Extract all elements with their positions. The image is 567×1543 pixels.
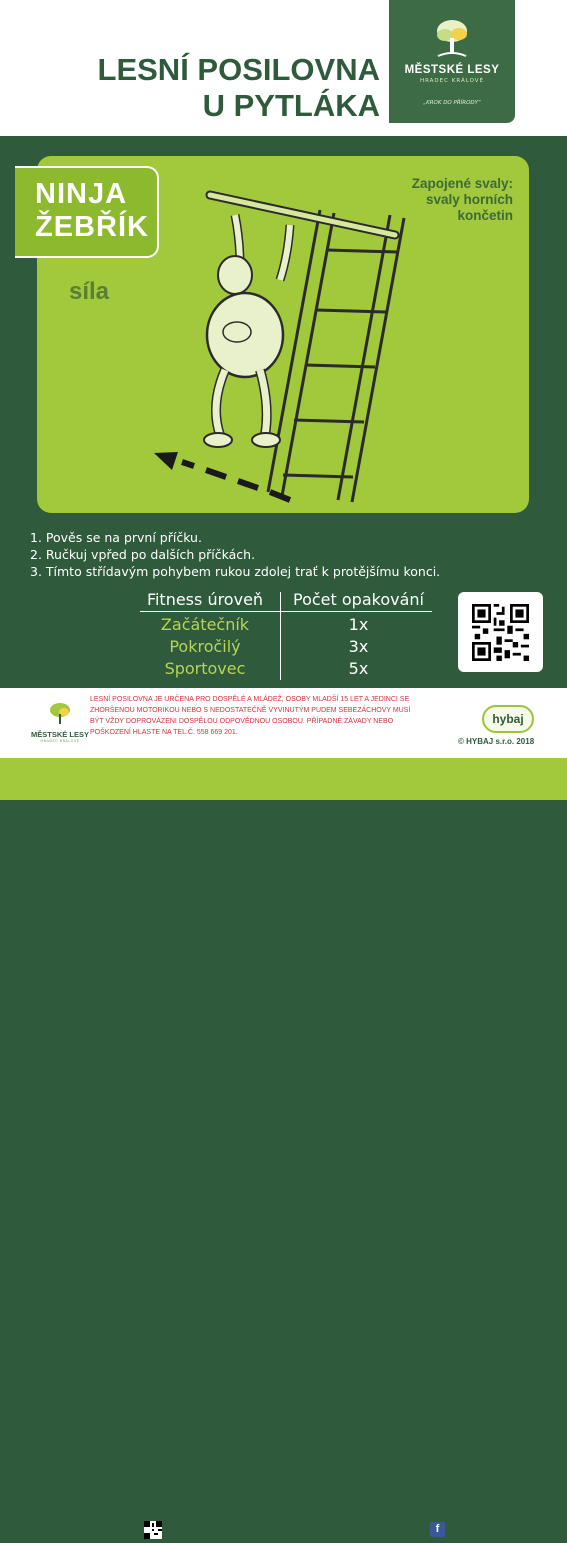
- tree-icon: [434, 18, 470, 58]
- muscles-line-2: svaly horních: [425, 192, 513, 207]
- copyright: © HYBAJ s.r.o. 2018: [458, 737, 535, 746]
- qr-code-icon: [144, 1521, 162, 1539]
- step-item: 3. Tímto střídavým pohybem rukou zdolej trať k protějšímu konci.: [30, 564, 441, 579]
- logo-sub: HRADEC KRÁLOVÉ: [419, 78, 485, 84]
- exercise-name-line-2: ŽEBŘÍK: [35, 211, 149, 243]
- step-item: 2. Ručkuj vpřed po dalších příčkách.: [30, 547, 256, 562]
- page-title: [0, 52, 380, 124]
- repetitions-header: Počet opakování: [293, 590, 424, 609]
- bottom-logo: [30, 702, 90, 743]
- fitness-level-athlete: Sportovec: [164, 659, 246, 678]
- mestske-lesy-logo: [389, 0, 515, 123]
- title-line-1: LESNÍ POSILOVNA: [97, 52, 380, 87]
- qr-code-icon: [472, 604, 529, 661]
- reps-beginner: 1x: [348, 615, 369, 634]
- title-line-2: U PYTLÁKA: [202, 88, 380, 123]
- exercise-name-line-1: NINJA: [35, 178, 128, 210]
- company-address: Městské lesy Hradec Králové a.s., Přemyslova čp. 219, 500 08 Hradec Králové: [190, 1527, 365, 1533]
- reps-advanced: 3x: [348, 637, 369, 656]
- tree-icon: [48, 702, 72, 726]
- logo-name: MĚSTSKÉ LESY: [404, 64, 500, 76]
- exercise-name-badge: [15, 166, 159, 258]
- fitness-level-beginner: Začátečník: [160, 615, 250, 634]
- safety-disclaimer: LESNÍ POSILOVNA JE URČENA PRO DOSPĚLÉ A MLÁDEŽ, OSOBY MLADŠÍ 15 LET A JEDINCI SE ZHORŠENOU MOTORIKOU NEBO S NEDOSTATEČNĚ VYVINUTÝM PUDEM SEBEZÁCHOVY MUSÍ BÝT VŽDY DOPROVÁZENI DOSPĚLOU ODPOVĚDNOU OSOBOU. PŘÍPADNÉ ZÁVADY NEBO POŠKOZENÍ HLASTE NA TEL.Č. 558 669 201.: [90, 696, 411, 736]
- footer-qr-code[interactable]: [144, 1521, 162, 1539]
- website-link[interactable]: www.mestske-lesy.cz: [46, 1526, 117, 1533]
- bottom-logo-sub: HRADEC KRÁLOVÉ: [40, 739, 80, 743]
- step-item: 1. Pověs se na první příčku.: [30, 530, 202, 545]
- facebook-link[interactable]: Staňte se našimi fanoušky: [452, 1526, 528, 1533]
- fitness-level-header: Fitness úroveň: [146, 590, 264, 609]
- table-divider: [140, 611, 432, 612]
- exercise-steps: [30, 529, 440, 580]
- bottom-logo-name: MĚSTSKÉ LESY: [31, 730, 89, 739]
- hybaj-logo: hybaj: [482, 705, 534, 733]
- fitness-level-advanced: Pokročilý: [169, 637, 241, 656]
- muscles-line-3: končetin: [457, 208, 513, 223]
- exercise-category: síla: [69, 278, 110, 305]
- table-column-divider: [280, 592, 281, 680]
- qr-code[interactable]: [458, 592, 543, 672]
- reps-athlete: 5x: [348, 659, 369, 678]
- muscles-line-1: Zapojené svaly:: [411, 176, 513, 191]
- ninja-ladder-illustration: [140, 170, 420, 510]
- facebook-icon[interactable]: f: [430, 1522, 445, 1537]
- logo-tagline: „KROK DO PŘÍRODY“: [423, 100, 481, 106]
